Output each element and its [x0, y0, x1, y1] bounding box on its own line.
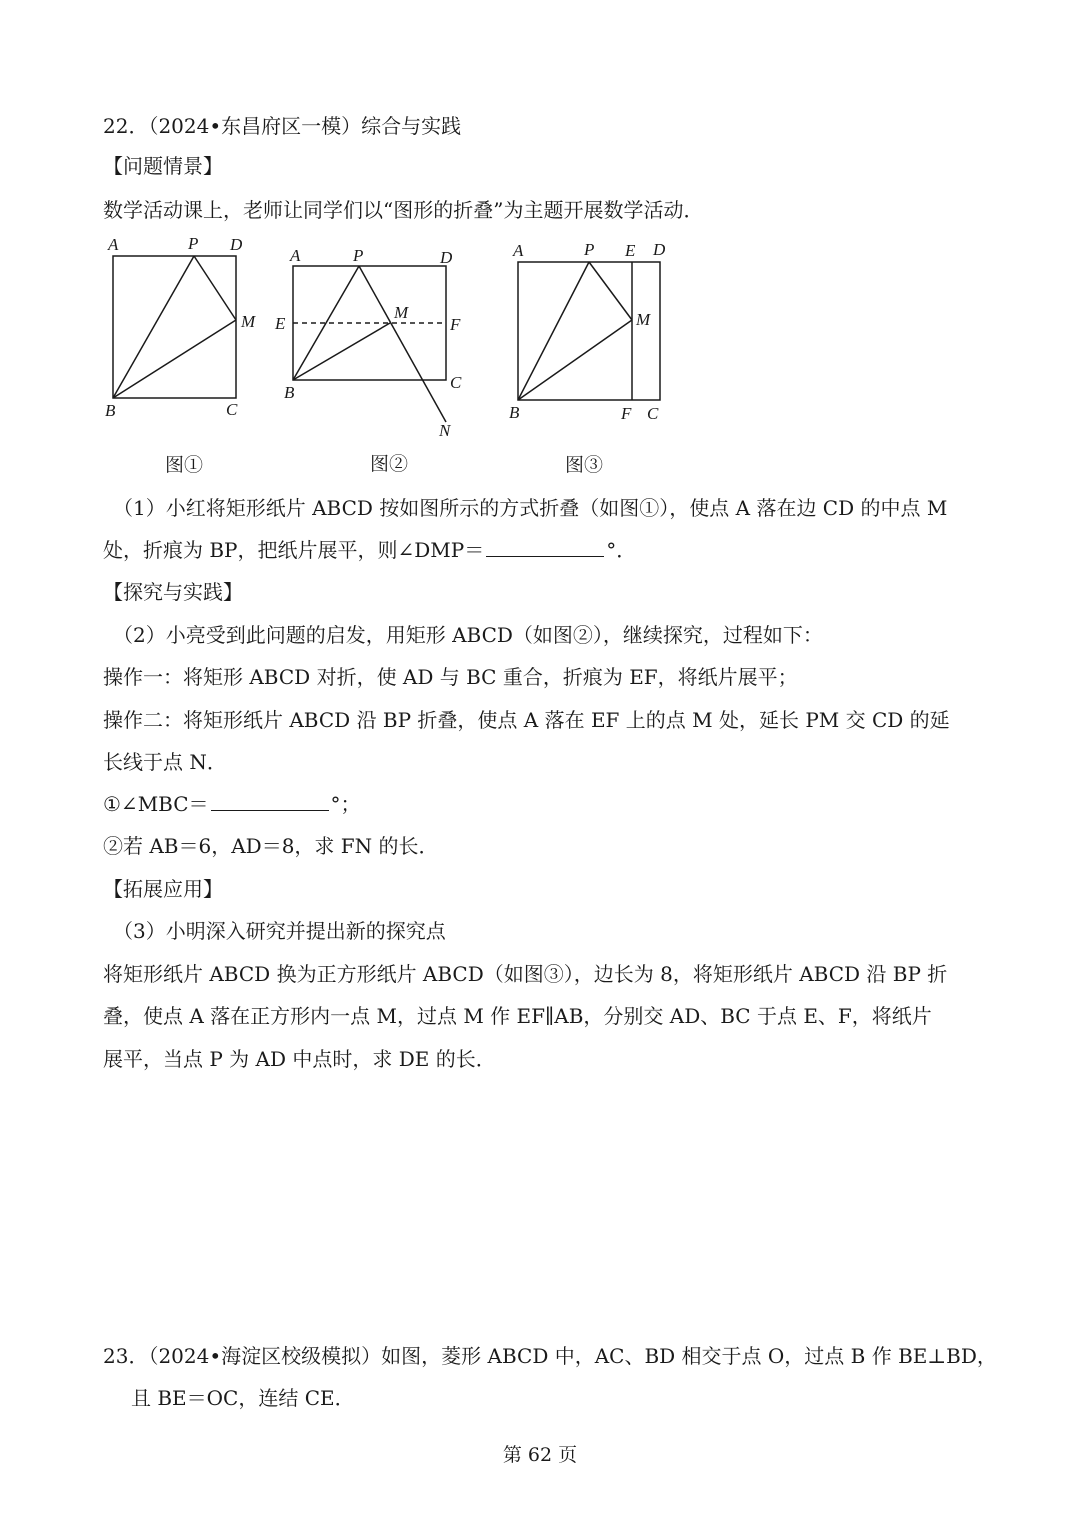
- fig2-label-B: B: [284, 383, 295, 402]
- section-heading-problem: 【问题情景】: [103, 154, 223, 178]
- figure-2: [272, 240, 472, 445]
- fig2-caption: 图②: [370, 453, 409, 475]
- q22-title: 22．（2024•东昌府区一模）综合与实践: [103, 114, 462, 138]
- q22-operation1: 操作一：将矩形 ABCD 对折，使 AD 与 BC 重合，折痕为 EF，将纸片展平；: [103, 665, 798, 689]
- q22-operation2-line1: 操作二：将矩形纸片 ABCD 沿 BP 折叠，使点 A 落在 EF 上的点 M 处，延长 PM 交 CD 的延: [103, 708, 950, 732]
- fig2-label-C: C: [450, 373, 462, 392]
- fig3-label-A: A: [513, 241, 524, 260]
- fig2-label-A: A: [290, 246, 301, 265]
- q22-part3-line2: 叠，使点 A 落在正方形内一点 M，过点 M 作 EF∥AB，分别交 AD、BC 于点 E、F，将纸片: [103, 1004, 932, 1028]
- fig3-label-M: M: [636, 310, 651, 329]
- fig2-label-M: M: [394, 303, 409, 322]
- fig3-label-C: C: [647, 404, 659, 423]
- q22-sub1: [103, 790, 361, 818]
- fig3-segment-BP: [518, 262, 589, 400]
- fig1-label-B: B: [105, 401, 116, 420]
- q22-part1-degree: °．: [606, 538, 637, 562]
- fig3-label-P: P: [584, 240, 595, 259]
- q22-part3-line3: 展平，当点 P 为 AD 中点时，求 DE 的长．: [103, 1047, 496, 1071]
- q22-operation2-line2: 长线于点 N．: [103, 750, 227, 774]
- section-heading-explore: 【探究与实践】: [103, 580, 243, 604]
- q22-sub1-text: ①∠MBC＝: [103, 792, 209, 816]
- fig3-segment-BM: [518, 320, 632, 400]
- fig3-label-E: E: [625, 241, 636, 260]
- q22-intro: 数学活动课上，老师让同学们以“图形的折叠”为主题开展数学活动．: [103, 198, 704, 222]
- q22-part1-text: 处，折痕为 BP，把纸片展平，则∠DMP＝: [103, 538, 485, 562]
- q23-line1: 23．（2024•海淀区校级模拟）如图，菱形 ABCD 中，AC、BD 相交于点 O，过点 B 作 BE⊥BD，: [103, 1344, 997, 1368]
- fig1-label-C: C: [226, 400, 238, 419]
- answer-blank-1: [486, 538, 604, 557]
- fig3-label-B: B: [509, 403, 520, 422]
- figure-3: [505, 236, 680, 431]
- q23-line2: 且 BE＝OC，连结 CE．: [131, 1386, 355, 1410]
- fig1-label-A: A: [108, 235, 119, 254]
- q22-sub2: ②若 AB＝6，AD＝8，求 FN 的长．: [103, 834, 439, 858]
- fig1-label-D: D: [230, 235, 243, 254]
- fig1-caption: 图①: [165, 454, 204, 476]
- fig2-label-P: P: [353, 246, 364, 265]
- q22-part3-line1: 将矩形纸片 ABCD 换为正方形纸片 ABCD（如图③），边长为 8，将矩形纸片 ABCD 沿 BP 折: [103, 962, 948, 986]
- q22-sub1-degree: °；: [330, 792, 361, 816]
- section-heading-extend: 【拓展应用】: [103, 877, 223, 901]
- fig3-caption: 图③: [565, 454, 604, 476]
- fig2-label-N: N: [439, 421, 451, 440]
- fig1-segment-PM: [194, 256, 236, 320]
- q22-part1-line2: [103, 536, 636, 564]
- q22-part1-line1: （1）小红将矩形纸片 ABCD 按如图所示的方式折叠（如图①），使点 A 落在边 CD 的中点 M: [113, 496, 948, 520]
- figure-1: [100, 232, 270, 427]
- fig1-label-M: M: [241, 312, 256, 331]
- fig2-label-E: E: [275, 314, 286, 333]
- fig2-label-F: F: [450, 315, 461, 334]
- fig2-segment-PN: [359, 266, 446, 422]
- fig1-segment-BP: [113, 256, 194, 398]
- fig2-segment-BM: [293, 323, 390, 380]
- answer-blank-2: [211, 792, 329, 811]
- fig3-label-D: D: [653, 240, 666, 259]
- fig2-label-D: D: [440, 248, 453, 267]
- q22-part2-intro: （2）小亮受到此问题的启发，用矩形 ABCD（如图②），继续探究，过程如下：: [113, 623, 823, 647]
- fig1-rectangle: [113, 256, 236, 398]
- fig3-square: [518, 262, 660, 400]
- fig1-segment-BM: [113, 320, 236, 398]
- page-number: 第 62 页: [502, 1444, 578, 1466]
- q22-part3-intro: （3）小明深入研究并提出新的探究点: [113, 919, 446, 943]
- fig1-label-P: P: [188, 234, 199, 253]
- fig3-label-F: F: [621, 404, 632, 423]
- fig3-segment-PM: [589, 262, 632, 320]
